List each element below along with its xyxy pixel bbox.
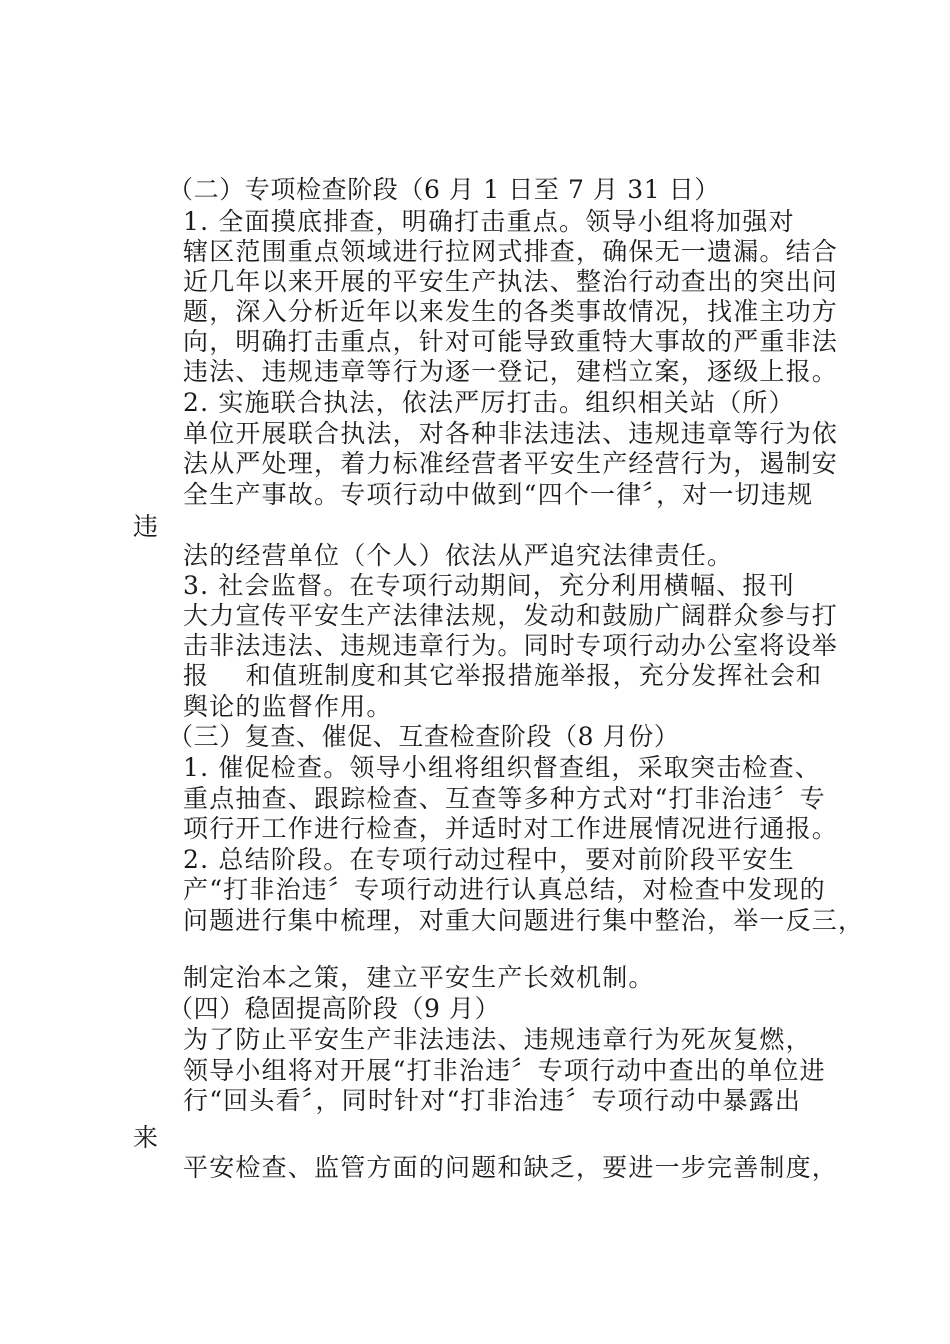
paragraph-line: 大力宣传平安生产法律法规，发动和鼓励广阔群众参与打 (183, 601, 839, 630)
paragraph-line: 舆论的监督作用。 (183, 692, 393, 721)
paragraph-line: 题，深入分析近年以来发生的各类事故情况，找准主功方 (183, 297, 839, 326)
paragraph-line: 产“打非治违〞专项行动进行认真总结，对检查中发现的 (183, 875, 826, 904)
paragraph-line-wrapped: 违 (133, 512, 160, 541)
paragraph-line: 全生产事故。专项行动中做到“四个一律〞，对一切违规 (183, 480, 814, 509)
paragraph-line: 问题进行集中梳理，对重大问题进行集中整治，举一反三， (183, 906, 865, 935)
section-heading-2: （二）专项检查阶段（6 月 1 日至 7 月 31 日） (168, 175, 720, 204)
paragraph-line: 法从严处理，着力标准经营者平安生产经营行为，遏制安 (183, 449, 839, 478)
paragraph-line: 法的经营单位（个人）依法从严追究法律责任。 (183, 541, 734, 570)
section-heading-3: （三）复查、催促、互查检查阶段（8 月份） (168, 722, 680, 751)
paragraph-line: 1. 催促检查。领导小组将组织督查组，采取突击检查、 (183, 753, 822, 782)
paragraph-line: 报 和值班制度和其它举报措施举报，充分发挥社会和 (183, 661, 823, 690)
paragraph-line: 制定治本之策，建立平安生产长效机制。 (183, 963, 655, 992)
paragraph-line: 近几年以来开展的平安生产执法、整治行动查出的突出问 (183, 267, 839, 296)
paragraph-line: 辖区范围重点领域进行拉网式排查，确保无一遗漏。结合 (183, 237, 839, 266)
paragraph-line: 项行开工作进行检查，并适时对工作进展情况进行通报。 (183, 814, 839, 843)
paragraph-line: 单位开展联合执法，对各种非法违法、违规违章等行为依 (183, 419, 839, 448)
paragraph-line-wrapped: 来 (133, 1123, 160, 1152)
paragraph-line: 1. 全面摸底排查，明确打击重点。领导小组将加强对 (183, 207, 795, 236)
paragraph-line: 为了防止平安生产非法违法、违规违章行为死灰复燃， (183, 1025, 812, 1054)
paragraph-line: 向，明确打击重点，针对可能导致重特大事故的严重非法 (183, 327, 839, 356)
paragraph-line: 2. 实施联合执法，依法严厉打击。组织相关站（所） (183, 388, 795, 417)
section-heading-4: （四）稳固提高阶段（9 月） (168, 994, 501, 1023)
paragraph-line: 平安检查、监管方面的问题和缺乏，要进一步完善制度， (183, 1153, 839, 1182)
paragraph-line: 3. 社会监督。在专项行动期间，充分利用横幅、报刊 (183, 571, 795, 600)
paragraph-line: 重点抽查、跟踪检查、互查等多种方式对“打非治违〞专 (183, 784, 826, 813)
paragraph-line: 行“回头看〞，同时针对“打非治违〞专项行动中暴露出 (183, 1086, 802, 1115)
paragraph-line: 领导小组将对开展“打非治违〞专项行动中查出的单位进 (183, 1056, 826, 1085)
paragraph-line: 击非法违法、违规违章行为。同时专项行动办公室将设举 (183, 631, 839, 660)
paragraph-line: 2. 总结阶段。在专项行动过程中，要对前阶段平安生 (183, 845, 795, 874)
paragraph-line: 违法、违规违章等行为逐一登记，建档立案，逐级上报。 (183, 357, 839, 386)
